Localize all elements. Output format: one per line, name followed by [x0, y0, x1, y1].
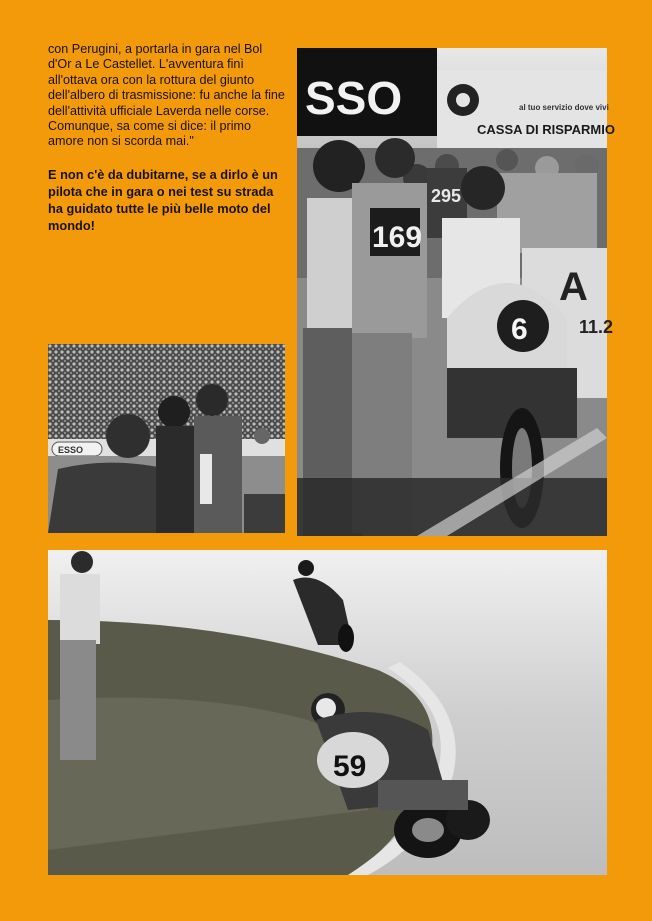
article-paragraph: con Perugini, a portarla in gara nel Bol d'Or a Le Castellet. L'avventura finì all'ottava ora con la rottura del giunto dell'albero di trasmissione: fu anche la fine dell'attività ufficiale Laverda nelle corse. — [48, 42, 285, 118]
photo-track-image — [48, 550, 607, 875]
photo-crowd — [48, 344, 285, 533]
sign-bank-tagline: al tuo servizio dove vivi — [519, 103, 609, 112]
photo-pit-lane-image — [297, 48, 615, 536]
article-bold-paragraph: E non c'è da dubitarne, se a dirlo è un pilota che in gara o nei test su strada ha guidato tutte le più belle moto del mondo! — [48, 166, 278, 233]
bib-295: 295 — [431, 186, 462, 206]
sign-bank-name: CASSA DI RISPARMIO — [477, 122, 615, 137]
banner-esso: ESSO — [58, 445, 84, 455]
photo-pit-lane — [297, 48, 615, 536]
photo-track — [48, 550, 607, 875]
bib-169: 169 — [372, 221, 423, 254]
sign-fragment: 11.2 — [579, 317, 614, 337]
article-paragraph: Comunque, sa come si dice: il primo amore non si scorda mai." — [48, 119, 251, 149]
article-text — [48, 42, 288, 234]
fairing-number-59: 59 — [333, 750, 367, 783]
sign-esso: SSO — [305, 72, 403, 124]
fairing-number-6: 6 — [511, 313, 528, 346]
svg-text:A: A — [559, 265, 588, 309]
photo-crowd-image — [48, 344, 285, 533]
